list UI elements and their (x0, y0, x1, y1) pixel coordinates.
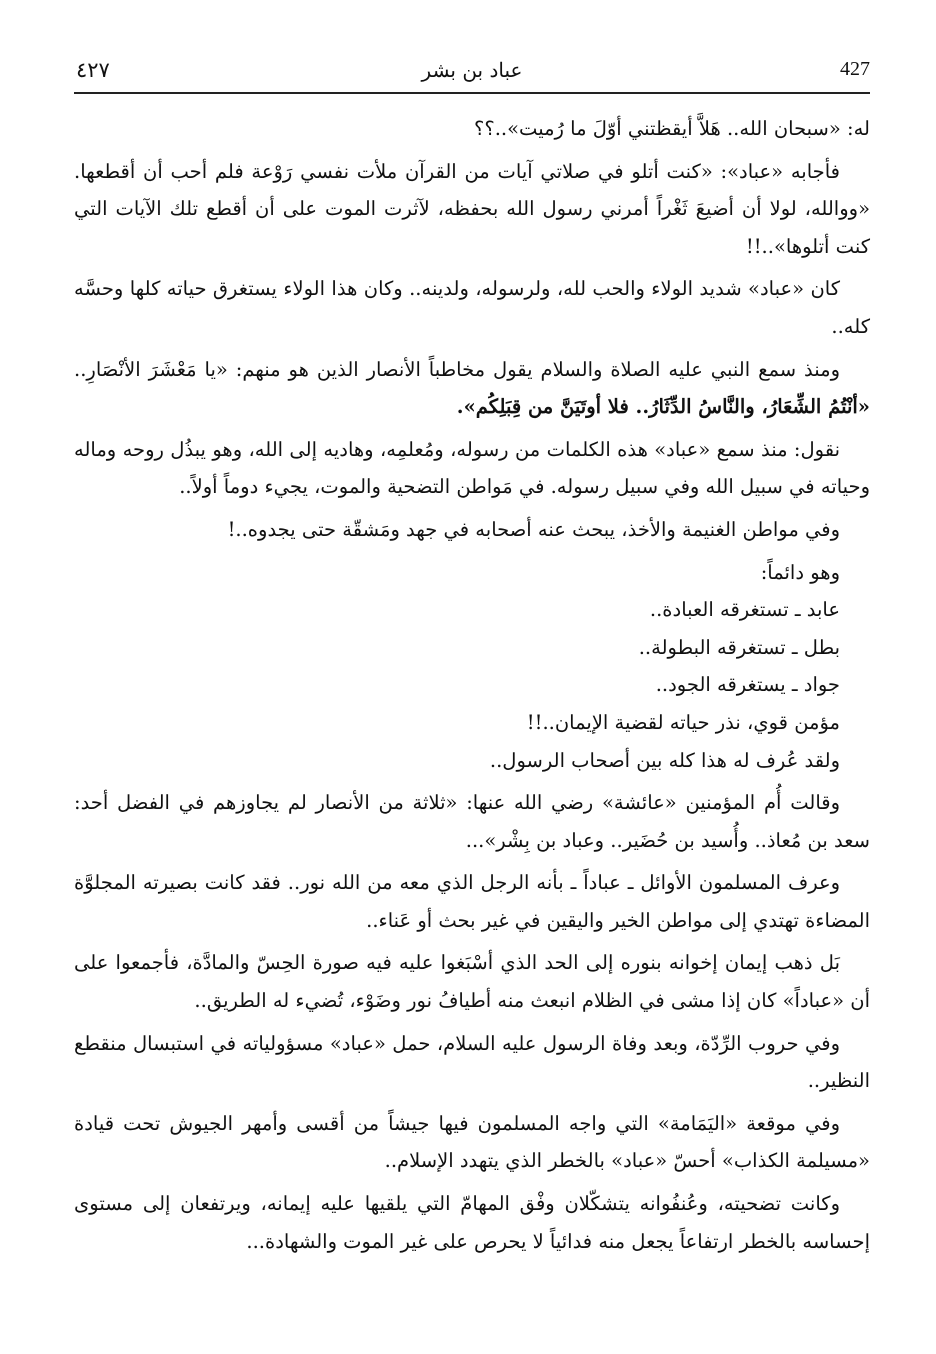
paragraph: وعرف المسلمون الأوائل ـ عباداً ـ بأنه الرجل الذي معه من الله نور.. فقد كانت بصيرته المجلوَّة المضاءة تهتدي إلى مواطن الخير واليقين في غير بحث أو عَناء.. (74, 871, 870, 932)
page-header (74, 52, 870, 94)
paragraph: ولقد عُرف له هذا كله بين أصحاب الرسول.. (489, 748, 840, 772)
page-number-latin: 427 (840, 58, 870, 80)
running-title: عباد بن بشر (421, 58, 523, 82)
paragraph (74, 351, 870, 426)
list-item: عابد ـ تستغرقه العبادة.. (649, 598, 840, 622)
list-item: مؤمن قوي، نذر حياته لقضية الإيمان..!! (526, 710, 840, 734)
paragraph: وقالت أُم المؤمنين «عائشة» رضي الله عنها: «ثلاثة من الأنصار لم يجاوزهم في الفضل أحد: سعد بن مُعاذ.. وأُسيد بن حُضَير.. وعباد بن بِشْر»... (74, 791, 870, 852)
paragraph: فأجابه «عباد»: «كنت أتلو في صلاتي آيات من القرآن ملأت نفسي رَوْعة فلم أحب أن أقطعها. «ووالله، لولا أن أضيعَ ثَغْراً أمرني رسول الله بحفظه، لآثرت الموت على أن أقطع تلك الآيات التي كنت أتلوها»..!! (74, 159, 870, 258)
paragraph: وفي مواطن الغنيمة والأخذ، يبحث عنه أصحابه في جهد ومَشقّة حتى يجدوه..! (227, 517, 840, 541)
paragraph: نقول: منذ سمع «عباد» هذه الكلمات من رسوله، ومُعلمِه، وهاديه إلى الله، وهو يبذُل روحه وماله وحياته في سبيل الله وفي سبيل رسوله. في مَواطن التضحية والموت، يجيء دوماً أولاً.. (74, 437, 870, 499)
page-body (74, 110, 870, 1265)
paragraph: وفي حروب الرِّدّة، وبعد وفاة الرسول عليه السلام، حمل «عباد» مسؤولياته في استبسال منقطع النظير.. (74, 1031, 870, 1093)
paragraph: وكانت تضحيته، وعُنفُوانه يتشكّلان وفْق المهامّ التي يلقيها عليه إيمانه، ويرتفعان إلى مستوى إحساسه بالخطر ارتفاعاً يجعل منه فدائياً لا يحرص على غير الموت والشهادة... (74, 1192, 870, 1253)
hadith-quote: «أنْتُمُ الشِّعَارُ، والنَّاسُ الدِّثَارُ.. فلا أوتَيَنَّ من قِبَلِكُم». (456, 395, 870, 419)
paragraph: بَل ذهب إيمان إخوانه بنوره إلى الحد الذي أسْبَغوا عليه فيه صورة الحِسّ والمادَّة، فأجمعوا على أن «عباداً» كان إذا مشى في الظلام انبعث منه أطيافُ نور وضَوْء، تُضيء له الطريق.. (74, 951, 870, 1013)
paragraph: كان «عباد» شديد الولاء والحب لله، ولرسوله، ولدينه.. وكان هذا الولاء يستغرق حياته كلها وحسَّه كله.. (74, 277, 870, 338)
page-number-arabic: ٤٢٧ (76, 58, 110, 82)
paragraph: وفي موقعة «اليَمَامة» التي واجه المسلمون فيها جيشاً من أقسى وأمهر الجيوش تحت قيادة «مسيلمة الكذاب» أحسّ «عباد» بالخطر الذي يتهدد الإسلام.. (74, 1111, 870, 1173)
paragraph-text: ومنذ سمع النبي عليه الصلاة والسلام يقول مخاطباً الأنصار الذين هو منهم: «يا مَعْشَرَ الأنْصَارِ.. (74, 357, 840, 381)
list-item: جواد ـ يستغرقه الجود.. (655, 673, 840, 697)
list-intro: وهو دائماً: (760, 560, 840, 584)
paragraph: له: «سبحان الله.. هَلاَّ أيقظتني أوّلَ ما رُميت»..؟؟ (474, 117, 870, 140)
list-item: بطل ـ تستغرقه البطولة.. (638, 635, 840, 659)
